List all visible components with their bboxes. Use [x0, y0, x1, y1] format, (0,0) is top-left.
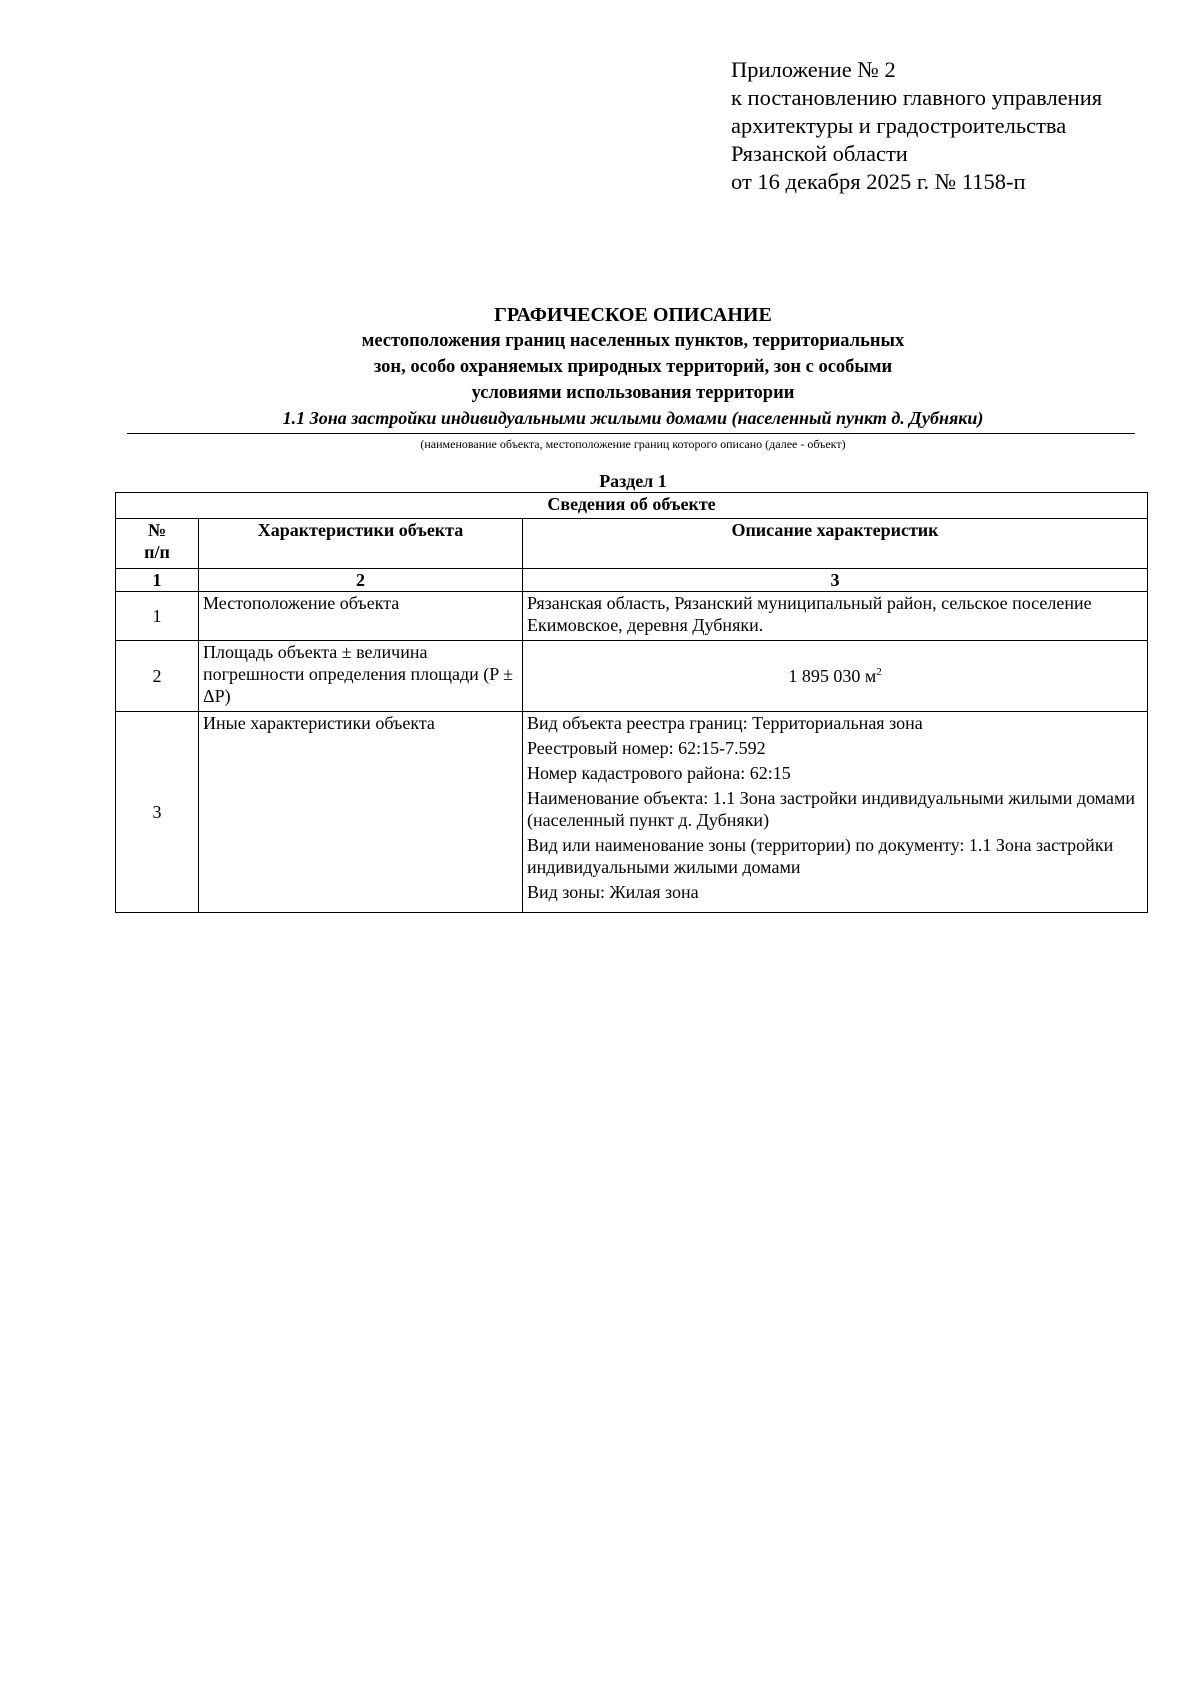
- document-subtitle-line: условиями использования территории: [471, 383, 795, 403]
- row-characteristic: Иные характеристики объекта: [199, 712, 523, 913]
- column-header-characteristics: Характеристики объекта: [199, 519, 523, 569]
- section-title: Раздел 1: [599, 471, 667, 491]
- appendix-line: Рязанской области: [731, 141, 908, 166]
- area-value: 1 895 030 м: [788, 666, 877, 686]
- column-header-description: Описание характеристик: [523, 519, 1148, 569]
- column-number: 2: [199, 569, 523, 592]
- table-row: [116, 712, 1148, 913]
- column-number-row: [116, 569, 1148, 592]
- appendix-line: к постановлению главного управления: [731, 85, 1103, 110]
- row-number: 1: [116, 592, 199, 641]
- table-header-row: [116, 519, 1148, 569]
- column-number: 3: [523, 569, 1148, 592]
- table-title-row: [116, 493, 1148, 519]
- document-heading: [120, 302, 1146, 406]
- appendix-block: [731, 56, 1102, 196]
- appendix-line: от 16 декабря 2025 г. № 1158-п: [731, 169, 1026, 194]
- appendix-line: Приложение № 2: [731, 57, 896, 82]
- table-row: [116, 592, 1148, 641]
- description-item: Вид зоны: Жилая зона: [527, 882, 699, 902]
- object-name: 1.1 Зона застройки индивидуальными жилыми домами (населенный пункт д. Дубняки): [282, 408, 984, 428]
- document-title: ГРАФИЧЕСКОЕ ОПИСАНИЕ: [494, 304, 772, 326]
- row-description: [523, 641, 1148, 712]
- appendix-line: архитектуры и градостроительства: [731, 113, 1067, 138]
- document-subtitle-line: зон, особо охраняемых природных территорий, зон с особыми: [373, 357, 893, 377]
- column-header-num: № п/п: [116, 519, 199, 569]
- row-characteristic: Площадь объекта ± величина погрешности определения площади (P ± ΔP): [199, 641, 523, 712]
- description-item: Наименование объекта: 1.1 Зона застройки индивидуальными жилыми домами (населенный пункт д. Дубняки): [527, 788, 1136, 830]
- object-name-caption: (наименование объекта, местоположение границ которого описано (далее - объект): [420, 437, 846, 451]
- description-item: Номер кадастрового района: 62:15: [527, 763, 791, 783]
- table-row: [116, 641, 1148, 712]
- column-number: 1: [116, 569, 199, 592]
- row-description: Рязанская область, Рязанский муниципальный район, сельское поселение Екимовское, деревня Дубняки.: [523, 592, 1148, 641]
- area-unit-superscript: 2: [876, 666, 882, 678]
- object-info-table: [115, 492, 1148, 913]
- row-description: [523, 712, 1148, 913]
- description-item: Вид или наименование зоны (территории) по документу: 1.1 Зона застройки индивидуальными жилыми домами: [527, 835, 1114, 877]
- description-item: Реестровый номер: 62:15-7.592: [527, 738, 766, 758]
- document-subtitle-line: местоположения границ населенных пунктов, территориальных: [361, 331, 905, 351]
- row-characteristic: Местоположение объекта: [199, 592, 523, 641]
- row-number: 3: [116, 712, 199, 913]
- table-title: Сведения об объекте: [116, 493, 1148, 519]
- object-name-underline: [127, 433, 1135, 434]
- row-number: 2: [116, 641, 199, 712]
- description-item: Вид объекта реестра границ: Территориальная зона: [527, 713, 923, 733]
